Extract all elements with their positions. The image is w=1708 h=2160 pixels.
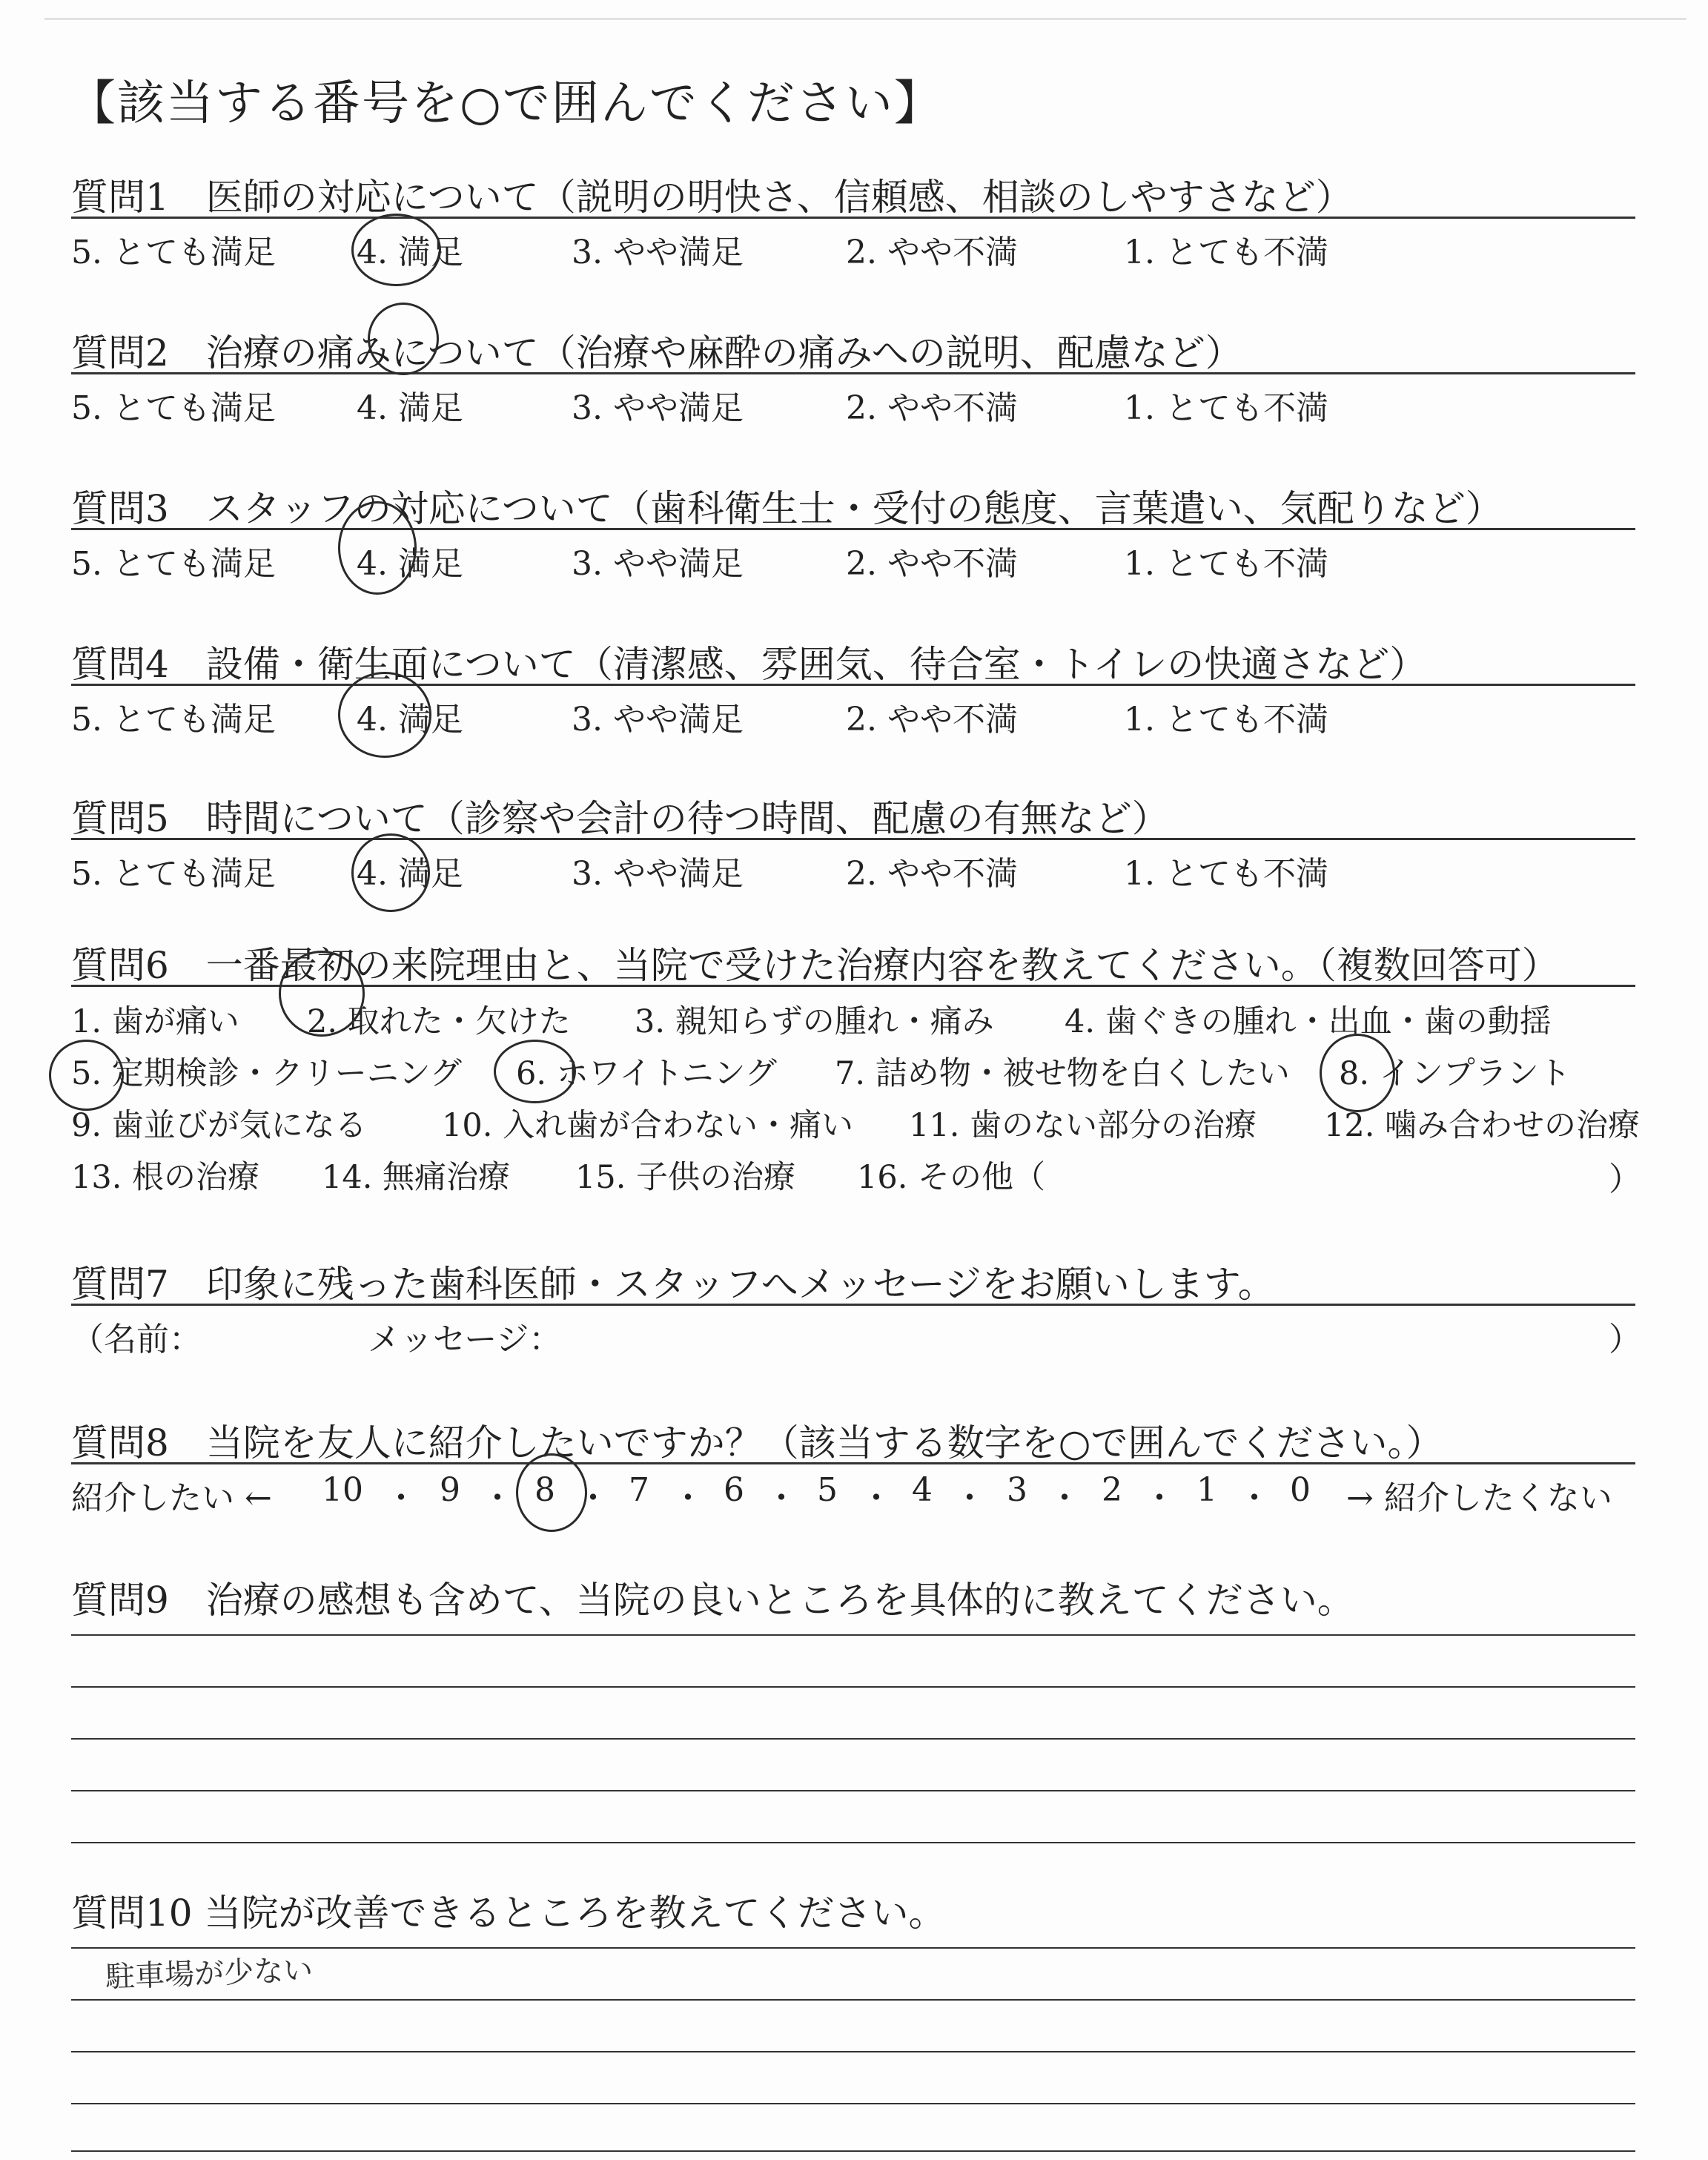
q10-answer-line-4[interactable] <box>71 2103 1635 2104</box>
q8-sep-1: ・ <box>385 1479 417 1517</box>
question-8-rule <box>71 1462 1635 1464</box>
q8-scale-6[interactable]: 6 <box>724 1471 744 1509</box>
q8-sep-9: ・ <box>1143 1479 1176 1517</box>
question-2 <box>71 323 1635 479</box>
question-7 <box>71 1255 1641 1358</box>
q7-name-label: （名前： <box>71 1321 202 1358</box>
q6-option-4[interactable]: 4. 歯ぐきの腫れ・出血・歯の動揺 <box>1065 1003 1552 1040</box>
q10-handwritten-answer: 駐車場が少ない <box>105 1953 314 1995</box>
question-5 <box>71 789 1635 945</box>
q4-choice-4[interactable]: 4. 満足 <box>357 701 463 739</box>
question-3 <box>71 479 1635 635</box>
q4-choice-3[interactable]: 3. やや満足 <box>572 701 744 739</box>
q2-choice-3[interactable]: 3. やや満足 <box>572 389 744 427</box>
q2-choice-4[interactable]: 4. 満足 <box>357 389 463 427</box>
page-title: 【該当する番号を○で囲んでください】 <box>68 76 943 131</box>
question-4-title: 質問4 設備・衛生面について（清潔感、雰囲気、待合室・トイレの快適さなど） <box>71 643 1427 686</box>
q4-choice-1[interactable]: 1. とても不満 <box>1124 701 1328 739</box>
q8-left-label: 紹介したい ← <box>71 1479 272 1517</box>
q3-choice-2[interactable]: 2. やや不満 <box>846 545 1018 583</box>
question-4 <box>71 635 1635 790</box>
q7-message-label: メッセージ： <box>368 1321 562 1358</box>
q6-option-12[interactable]: 12. 噛み合わせの治療 <box>1324 1107 1641 1144</box>
q6-option-14[interactable]: 14. 無痛治療 <box>322 1159 511 1196</box>
question-6 <box>71 936 1641 1203</box>
question-9 <box>71 1571 1635 1630</box>
q8-scale-0[interactable]: 0 <box>1290 1471 1311 1509</box>
q5-choice-2[interactable]: 2. やや不満 <box>846 855 1018 893</box>
q1-choice-4[interactable]: 4. 満足 <box>357 234 463 271</box>
question-1 <box>71 168 1635 323</box>
q3-choice-5[interactable]: 5. とても満足 <box>71 545 276 583</box>
q6-option-7[interactable]: 7. 詰め物・被せ物を白くしたい <box>835 1055 1290 1092</box>
question-1-title: 質問1 医師の対応について（説明の明快さ、信頼感、相談のしやすさなど） <box>71 176 1353 219</box>
q5-choice-4[interactable]: 4. 満足 <box>357 855 463 893</box>
question-7-rule <box>71 1304 1635 1306</box>
q8-sep-7: ・ <box>953 1479 986 1517</box>
q4-choice-2[interactable]: 2. やや不満 <box>846 701 1018 739</box>
q6-option-10[interactable]: 10. 入れ歯が合わない・痛い <box>442 1107 854 1144</box>
q8-scale-9[interactable]: 9 <box>440 1471 460 1509</box>
q4-choice-5[interactable]: 5. とても満足 <box>71 701 276 739</box>
question-6-rule <box>71 985 1635 987</box>
q9-answer-line-4[interactable] <box>71 1790 1635 1791</box>
question-3-title: 質問3 スタッフの対応について（歯科衛生士・受付の態度、言葉遣い、気配りなど） <box>71 487 1503 530</box>
q3-choice-4[interactable]: 4. 満足 <box>357 545 463 583</box>
q1-choice-5[interactable]: 5. とても満足 <box>71 234 276 271</box>
q8-sep-4: ・ <box>672 1479 704 1517</box>
question-10 <box>71 1883 1635 1943</box>
q9-answer-line-2[interactable] <box>71 1686 1635 1688</box>
q8-scale-3[interactable]: 3 <box>1007 1471 1027 1509</box>
q6-option-13[interactable]: 13. 根の治療 <box>71 1159 260 1196</box>
question-2-rule <box>71 372 1635 374</box>
q6-option-11[interactable]: 11. 歯のない部分の治療 <box>909 1107 1257 1144</box>
q6-option-9[interactable]: 9. 歯並びが気になる <box>71 1107 367 1144</box>
q9-answer-line-1[interactable] <box>71 1634 1635 1636</box>
question-8 <box>71 1413 1635 1517</box>
top-border-line <box>44 18 1687 20</box>
q5-choice-3[interactable]: 3. やや満足 <box>572 855 744 893</box>
question-4-rule <box>71 684 1635 686</box>
q8-sep-3: ・ <box>577 1479 609 1517</box>
question-5-rule <box>71 838 1635 840</box>
q3-choice-1[interactable]: 1. とても不満 <box>1124 545 1328 583</box>
q10-answer-line-3[interactable] <box>71 2051 1635 2052</box>
q6-option-2[interactable]: 2. 取れた・欠けた <box>307 1003 571 1040</box>
question-2-title: 質問2 治療の痛みについて（治療や麻酔の痛みへの説明、配慮など） <box>71 331 1242 374</box>
question-3-rule <box>71 528 1635 530</box>
q8-scale-2[interactable]: 2 <box>1102 1471 1122 1509</box>
q6-option-6[interactable]: 6. ホワイトニング <box>516 1055 777 1092</box>
q6-option-1[interactable]: 1. 歯が痛い <box>71 1003 239 1040</box>
q8-scale-4[interactable]: 4 <box>912 1471 933 1509</box>
q8-scale-1[interactable]: 1 <box>1196 1471 1217 1509</box>
question-9-title: 質問9 治療の感想も含めて、当院の良いところを具体的に教えてください。 <box>71 1579 1354 1622</box>
question-8-title: 質問8 当院を友人に紹介したいですか？（該当する数字を○で囲んでください。） <box>71 1421 1443 1464</box>
q5-choice-1[interactable]: 1. とても不満 <box>1124 855 1328 893</box>
question-10-title: 質問10 当院が改善できるところを教えてください。 <box>71 1892 946 1935</box>
q1-choice-1[interactable]: 1. とても不満 <box>1124 234 1328 271</box>
question-6-title: 質問6 一番最初の来院理由と、当院で受けた治療内容を教えてください。（複数回答可） <box>71 944 1559 987</box>
q9-answer-line-5[interactable] <box>71 1842 1635 1843</box>
q2-choice-5[interactable]: 5. とても満足 <box>71 389 276 427</box>
question-1-rule <box>71 217 1635 219</box>
q1-choice-2[interactable]: 2. やや不満 <box>846 234 1018 271</box>
q8-scale-8[interactable]: 8 <box>534 1471 555 1509</box>
question-7-title: 質問7 印象に残った歯科医師・スタッフへメッセージをお願いします。 <box>71 1263 1275 1306</box>
q1-choice-3[interactable]: 3. やや満足 <box>572 234 744 271</box>
q8-sep-8: ・ <box>1048 1479 1081 1517</box>
q8-right-label: → 紹介したくない <box>1346 1479 1612 1517</box>
q2-choice-1[interactable]: 1. とても不満 <box>1124 389 1328 427</box>
q8-sep-6: ・ <box>860 1479 893 1517</box>
q8-scale-10[interactable]: 10 <box>322 1471 363 1509</box>
q8-sep-5: ・ <box>765 1479 798 1517</box>
q8-scale-5[interactable]: 5 <box>817 1471 838 1509</box>
q6-option-8[interactable]: 8. インプラント <box>1339 1055 1571 1092</box>
q3-choice-3[interactable]: 3. やや満足 <box>572 545 744 583</box>
q6-option-3[interactable]: 3. 親知らずの腫れ・痛み <box>635 1003 994 1040</box>
q6-option-15[interactable]: 15. 子供の治療 <box>575 1159 796 1196</box>
q6-option-5[interactable]: 5. 定期検診・クリーニング <box>71 1055 462 1092</box>
q6-option-16[interactable]: 16. その他（ <box>857 1159 1046 1196</box>
q9-answer-line-3[interactable] <box>71 1738 1635 1740</box>
q8-scale-7[interactable]: 7 <box>629 1471 649 1509</box>
q2-choice-2[interactable]: 2. やや不満 <box>846 389 1018 427</box>
q10-answer-line-2[interactable] <box>71 1999 1635 2001</box>
q7-close-paren: ） <box>1609 1321 1641 1358</box>
q8-sep-2: ・ <box>481 1479 514 1517</box>
q8-sep-10: ・ <box>1238 1479 1271 1517</box>
q6-other-close-paren: ） <box>1609 1160 1641 1198</box>
q5-choice-5[interactable]: 5. とても満足 <box>71 855 276 893</box>
q10-answer-line-5[interactable] <box>71 2150 1635 2152</box>
question-5-title: 質問5 時間について（診察や会計の待つ時間、配慮の有無など） <box>71 797 1169 840</box>
